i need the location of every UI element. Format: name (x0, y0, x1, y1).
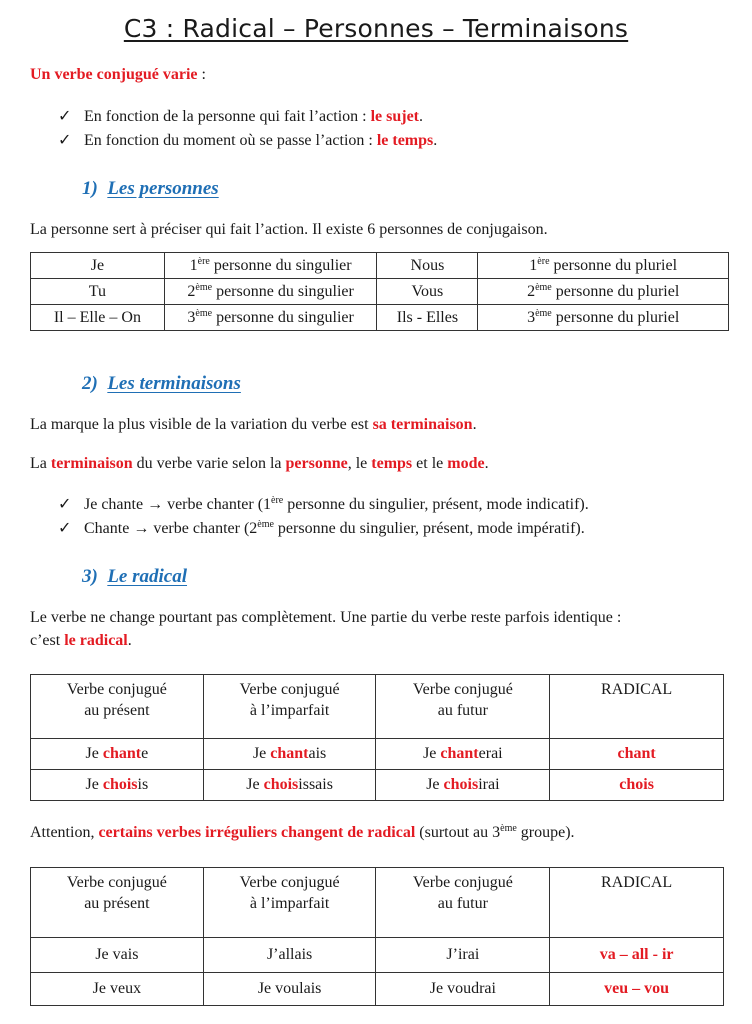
text-part: Je (423, 745, 441, 762)
person-number: 1 (189, 256, 198, 274)
text-part: . (127, 632, 132, 649)
radical-part: chois (443, 776, 479, 793)
conj-cell: Je voulais (203, 973, 376, 1006)
header-line: Verbe conjugué (66, 681, 167, 698)
header-cell (550, 868, 724, 938)
arrow-right-icon: → (147, 496, 164, 513)
text-part: Attention, (30, 824, 99, 841)
bullet-subject (58, 106, 423, 126)
section-title: Les personnes (107, 178, 219, 199)
bullet-text: En fonction de la personne qui fait l’action : (84, 108, 371, 125)
persons-table (30, 252, 729, 331)
radical-cell: chois (550, 770, 724, 801)
conj-cell (203, 770, 376, 801)
pronoun-cell: Vous (377, 279, 478, 305)
text-emphasis: certains verbes irréguliers changent de radical (98, 824, 416, 841)
conj-cell: J’irai (376, 938, 550, 973)
table-row (31, 305, 729, 331)
intro-line (30, 66, 206, 84)
text-part: personne du singulier, présent, mode indicatif). (283, 496, 589, 513)
bullet-end: . (433, 132, 438, 149)
text-part: Chante (84, 520, 134, 537)
conj-cell: J’allais (203, 938, 376, 973)
radical-text-1: Le verbe ne change pourtant pas complètement. Une partie du verbe reste parfois identique : (30, 609, 622, 626)
radical-cell: chant (550, 739, 724, 770)
text-emphasis: sa terminaison (372, 416, 473, 433)
table-row (31, 770, 724, 801)
ending-part: issais (298, 776, 333, 793)
table-header-row (31, 675, 724, 739)
person-number: 3 (527, 308, 536, 326)
header-line: RADICAL (601, 874, 673, 891)
person-number: 2 (187, 282, 196, 300)
ordinal-suffix: ère (537, 255, 550, 267)
text-part: (surtout au 3 (415, 824, 501, 841)
text-part: et le (412, 455, 448, 472)
checkmark-icon: ✓ (58, 520, 72, 537)
text-part: Je (252, 745, 271, 762)
ordinal-suffix: ème (195, 307, 213, 319)
header-cell (203, 675, 376, 739)
conj-cell (31, 770, 204, 801)
pronoun-cell: Je (31, 253, 165, 279)
table-row (31, 739, 724, 770)
bullet-emphasis: le temps (376, 132, 434, 149)
person-number: 1 (529, 256, 538, 274)
header-line: Verbe conjugué (239, 681, 340, 698)
section-heading-personnes (82, 178, 219, 200)
pronoun-cell: Tu (31, 279, 165, 305)
attention-line (30, 824, 575, 842)
radical-cell: veu – vou (550, 973, 724, 1006)
header-line: Verbe conjugué (66, 874, 167, 891)
person-desc: personne du singulier (209, 256, 352, 274)
conj-cell (203, 739, 376, 770)
header-line: au futur (437, 895, 488, 912)
text-part: Je (246, 776, 264, 793)
text-part: personne du singulier, présent, mode impératif). (273, 520, 585, 537)
ordinal-suffix: ème (535, 307, 552, 319)
header-line: Verbe conjugué (239, 874, 340, 891)
personnes-text: La personne sert à préciser qui fait l’action. Il existe 6 personnes de conjugaison. (30, 221, 548, 238)
ordinal-suffix: ère (271, 495, 284, 506)
text-part: La (30, 455, 51, 472)
radical-part: chois (102, 776, 138, 793)
conj-cell (376, 770, 550, 801)
section-title: Le radical (107, 566, 188, 587)
table-row (31, 279, 729, 305)
header-line: au futur (437, 702, 488, 719)
section-title: Les terminaisons (107, 373, 241, 394)
ending-part: irai (478, 776, 500, 793)
text-part: Je (426, 776, 444, 793)
header-cell (550, 675, 724, 739)
irregular-table (30, 867, 724, 1006)
bullet-emphasis: le sujet (370, 108, 420, 125)
conj-cell: Je voudrai (376, 973, 550, 1006)
header-line: RADICAL (601, 681, 673, 698)
text-part: verbe chanter (2 (149, 520, 258, 537)
text-emphasis: le radical (64, 632, 128, 649)
header-line: à l’imparfait (249, 895, 330, 912)
intro-lead: Un verbe conjugué varie (30, 66, 198, 83)
pronoun-cell: Il – Elle – On (31, 305, 165, 331)
header-cell (31, 675, 204, 739)
section-heading-terminaisons (82, 373, 241, 395)
text-emphasis: temps (371, 455, 413, 472)
terminaison-sentence-1 (30, 416, 477, 434)
bullet-text: En fonction du moment où se passe l’action : (84, 132, 377, 149)
header-line: Verbe conjugué (412, 681, 513, 698)
section-heading-radical (82, 566, 187, 588)
radical-cell: va – all - ir (550, 938, 724, 973)
conj-cell (31, 739, 204, 770)
person-desc: personne du singulier (212, 308, 354, 326)
person-cell (164, 279, 377, 305)
conj-cell: Je vais (31, 938, 204, 973)
text-part: Je (85, 776, 103, 793)
text-part: . (472, 416, 477, 433)
header-cell (376, 868, 550, 938)
bullet-example-1 (58, 494, 589, 514)
conj-cell: Je veux (31, 973, 204, 1006)
person-cell (478, 253, 729, 279)
person-number: 2 (527, 282, 536, 300)
table-row (31, 973, 724, 1006)
header-line: au présent (84, 702, 150, 719)
text-part: du verbe varie selon la (132, 455, 286, 472)
bullet-time (58, 130, 437, 150)
section-number: 1) (82, 178, 98, 199)
terminaison-sentence-2 (30, 455, 489, 473)
bullet-end: . (419, 108, 424, 125)
table-row (31, 938, 724, 973)
header-cell (31, 868, 204, 938)
text-part: , le (347, 455, 372, 472)
person-cell (478, 305, 729, 331)
radical-part: chois (263, 776, 299, 793)
person-cell (164, 305, 377, 331)
person-cell (478, 279, 729, 305)
ending-part: ais (308, 745, 327, 762)
ordinal-suffix: ème (500, 823, 517, 834)
text-part: verbe chanter (1 (163, 496, 272, 513)
ending-part: e (141, 745, 149, 762)
bullet-example-2 (58, 518, 585, 538)
section-number: 2) (82, 373, 98, 394)
text-emphasis: mode (447, 455, 485, 472)
page-title: C3 : Radical – Personnes – Terminaisons (123, 14, 629, 43)
pronoun-cell: Ils - Elles (377, 305, 478, 331)
text-part: La marque la plus visible de la variation du verbe est (30, 416, 373, 433)
person-desc: personne du pluriel (551, 282, 680, 300)
person-desc: personne du singulier (212, 282, 354, 300)
text-part: groupe). (516, 824, 575, 841)
checkmark-icon: ✓ (58, 108, 72, 125)
ordinal-suffix: ème (257, 519, 274, 530)
ordinal-suffix: ème (195, 281, 213, 293)
radical-text-2 (30, 632, 132, 650)
intro-colon: : (197, 66, 206, 83)
header-cell (376, 675, 550, 739)
checkmark-icon: ✓ (58, 496, 72, 513)
table-row (31, 253, 729, 279)
person-cell (164, 253, 377, 279)
radical-part: chant (270, 745, 309, 762)
radical-table (30, 674, 724, 801)
table-header-row (31, 868, 724, 938)
ending-part: erai (478, 745, 503, 762)
arrow-right-icon: → (133, 520, 150, 537)
header-cell (203, 868, 376, 938)
radical-part: chant (102, 745, 142, 762)
text-emphasis: terminaison (50, 455, 133, 472)
pronoun-cell: Nous (377, 253, 478, 279)
section-number: 3) (82, 566, 98, 587)
text-emphasis: personne (285, 455, 348, 472)
text-part: c’est (30, 632, 65, 649)
person-number: 3 (187, 308, 196, 326)
text-part: . (484, 455, 489, 472)
radical-part: chant (440, 745, 479, 762)
person-desc: personne du pluriel (551, 308, 680, 326)
person-desc: personne du pluriel (549, 256, 678, 274)
header-line: à l’imparfait (249, 702, 330, 719)
conj-cell (376, 739, 550, 770)
header-line: au présent (84, 895, 150, 912)
ordinal-suffix: ère (197, 255, 210, 267)
text-part: Je chante (84, 496, 148, 513)
ordinal-suffix: ème (535, 281, 552, 293)
ending-part: is (137, 776, 149, 793)
checkmark-icon: ✓ (58, 132, 72, 149)
text-part: Je (85, 745, 103, 762)
header-line: Verbe conjugué (412, 874, 513, 891)
